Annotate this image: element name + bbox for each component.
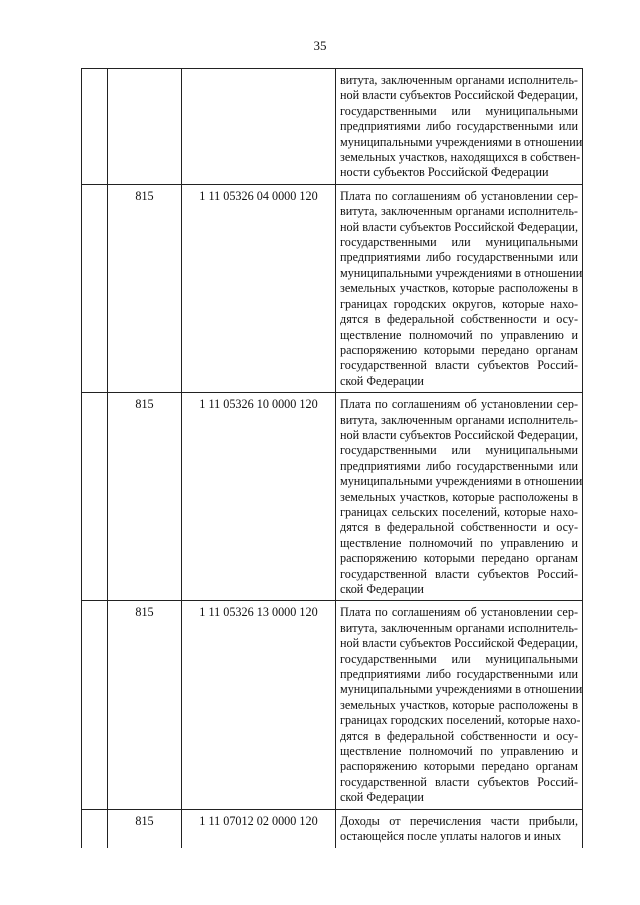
text-line: государственной власти субъектов Россий- [340, 358, 578, 373]
admin-code-cell [108, 69, 182, 185]
text-line: муниципальными учреждениями в отношении [340, 265, 583, 280]
text-line: ществление полномочий по управлению и [340, 327, 578, 342]
text-line: витута, заключенным органами исполнитель- [340, 204, 578, 219]
text-line: Плата по соглашениям об установлении сер- [340, 605, 578, 620]
text-line: Доходы от перечисления части прибыли, [340, 813, 578, 828]
text-line: ной власти субъектов Российской Федерации, [340, 219, 578, 234]
blank-cell [82, 809, 108, 847]
text-line: муниципальными учреждениями в отношении [340, 474, 583, 489]
blank-cell [82, 69, 108, 185]
revenue-codes-table [81, 68, 583, 848]
revenue-name-cell [336, 184, 583, 392]
table-body [82, 69, 583, 848]
admin-code-cell: 815 [108, 809, 182, 847]
text-line: ской Федерации [340, 790, 424, 805]
text-line: государственными или муниципальными [340, 235, 578, 250]
text-line: земельных участков, которые расположены в [340, 697, 578, 712]
text-line: дятся в федеральной собственности и осу- [340, 728, 578, 743]
text-line: муниципальными учреждениями в отношении [340, 134, 583, 149]
text-line: Плата по соглашениям об установлении сер- [340, 397, 578, 412]
text-line: ской Федерации [340, 373, 424, 388]
revenue-name-cell [336, 601, 583, 809]
text-line: остающейся после уплаты налогов и иных [340, 829, 562, 844]
text-line: земельных участков, которые расположены в [340, 281, 578, 296]
page-number: 35 [313, 38, 327, 53]
text-line: государственной власти субъектов Россий- [340, 774, 578, 789]
revenue-code-cell: 1 11 05326 04 0000 120 [182, 184, 336, 392]
text-line: витута, заключенным органами исполнитель- [340, 620, 578, 635]
text-line: земельных участков, находящихся в собствен- [340, 150, 581, 165]
revenue-name-cell [336, 393, 583, 601]
text-line: дятся в федеральной собственности и осу- [340, 520, 578, 535]
text-line: распоряжению которыми передано органам [340, 551, 578, 566]
text-line: муниципальными учреждениями в отношении [340, 682, 583, 697]
admin-code-cell: 815 [108, 393, 182, 601]
text-line: ной власти субъектов Российской Федерации, [340, 88, 578, 103]
text-line: предприятиями либо государственными или [340, 667, 578, 682]
text-line: ской Федерации [340, 582, 424, 596]
table-row [82, 809, 583, 847]
table-row [82, 184, 583, 392]
text-line: витута, заключенным органами исполнитель- [340, 412, 578, 427]
revenue-code-cell: 1 11 05326 13 0000 120 [182, 601, 336, 809]
table-row [82, 69, 583, 185]
text-line: Плата по соглашениям об установлении сер- [340, 188, 578, 203]
text-line: ности субъектов Российской Федерации [340, 165, 549, 180]
text-line: ной власти субъектов Российской Федерации, [340, 427, 578, 442]
text-line: государственными или муниципальными [340, 651, 578, 666]
admin-code-cell: 815 [108, 601, 182, 809]
table-row [82, 601, 583, 809]
revenue-code-cell [182, 69, 336, 185]
text-line: предприятиями либо государственными или [340, 458, 578, 473]
text-line: государственной власти субъектов Россий- [340, 566, 578, 581]
text-line: распоряжению которыми передано органам [340, 342, 578, 357]
revenue-name-cell [336, 809, 583, 847]
blank-cell [82, 393, 108, 601]
text-line: предприятиями либо государственными или [340, 119, 578, 134]
text-line: границах сельских поселений, которые нахо- [340, 504, 578, 519]
text-line: ществление полномочий по управлению и [340, 744, 578, 759]
text-line: ной власти субъектов Российской Федерации, [340, 636, 578, 651]
text-line: государственными или муниципальными [340, 103, 578, 118]
revenue-name-cell [336, 69, 583, 185]
revenue-code-cell: 1 11 07012 02 0000 120 [182, 809, 336, 847]
table-row [82, 393, 583, 601]
text-line: распоряжению которыми передано органам [340, 759, 578, 774]
text-line: предприятиями либо государственными или [340, 250, 578, 265]
text-line: земельных участков, которые расположены в [340, 489, 578, 504]
text-line: границах городских поселений, которые нахо- [340, 713, 581, 728]
blank-cell [82, 601, 108, 809]
text-line: ществление полномочий по управлению и [340, 535, 578, 550]
text-line: государственными или муниципальными [340, 443, 578, 458]
text-line: дятся в федеральной собственности и осу- [340, 312, 578, 327]
text-line: витута, заключенным органами исполнитель- [340, 73, 578, 87]
admin-code-cell: 815 [108, 184, 182, 392]
text-line: границах городских округов, которые нахо- [340, 296, 578, 311]
revenue-code-cell: 1 11 05326 10 0000 120 [182, 393, 336, 601]
blank-cell [82, 184, 108, 392]
